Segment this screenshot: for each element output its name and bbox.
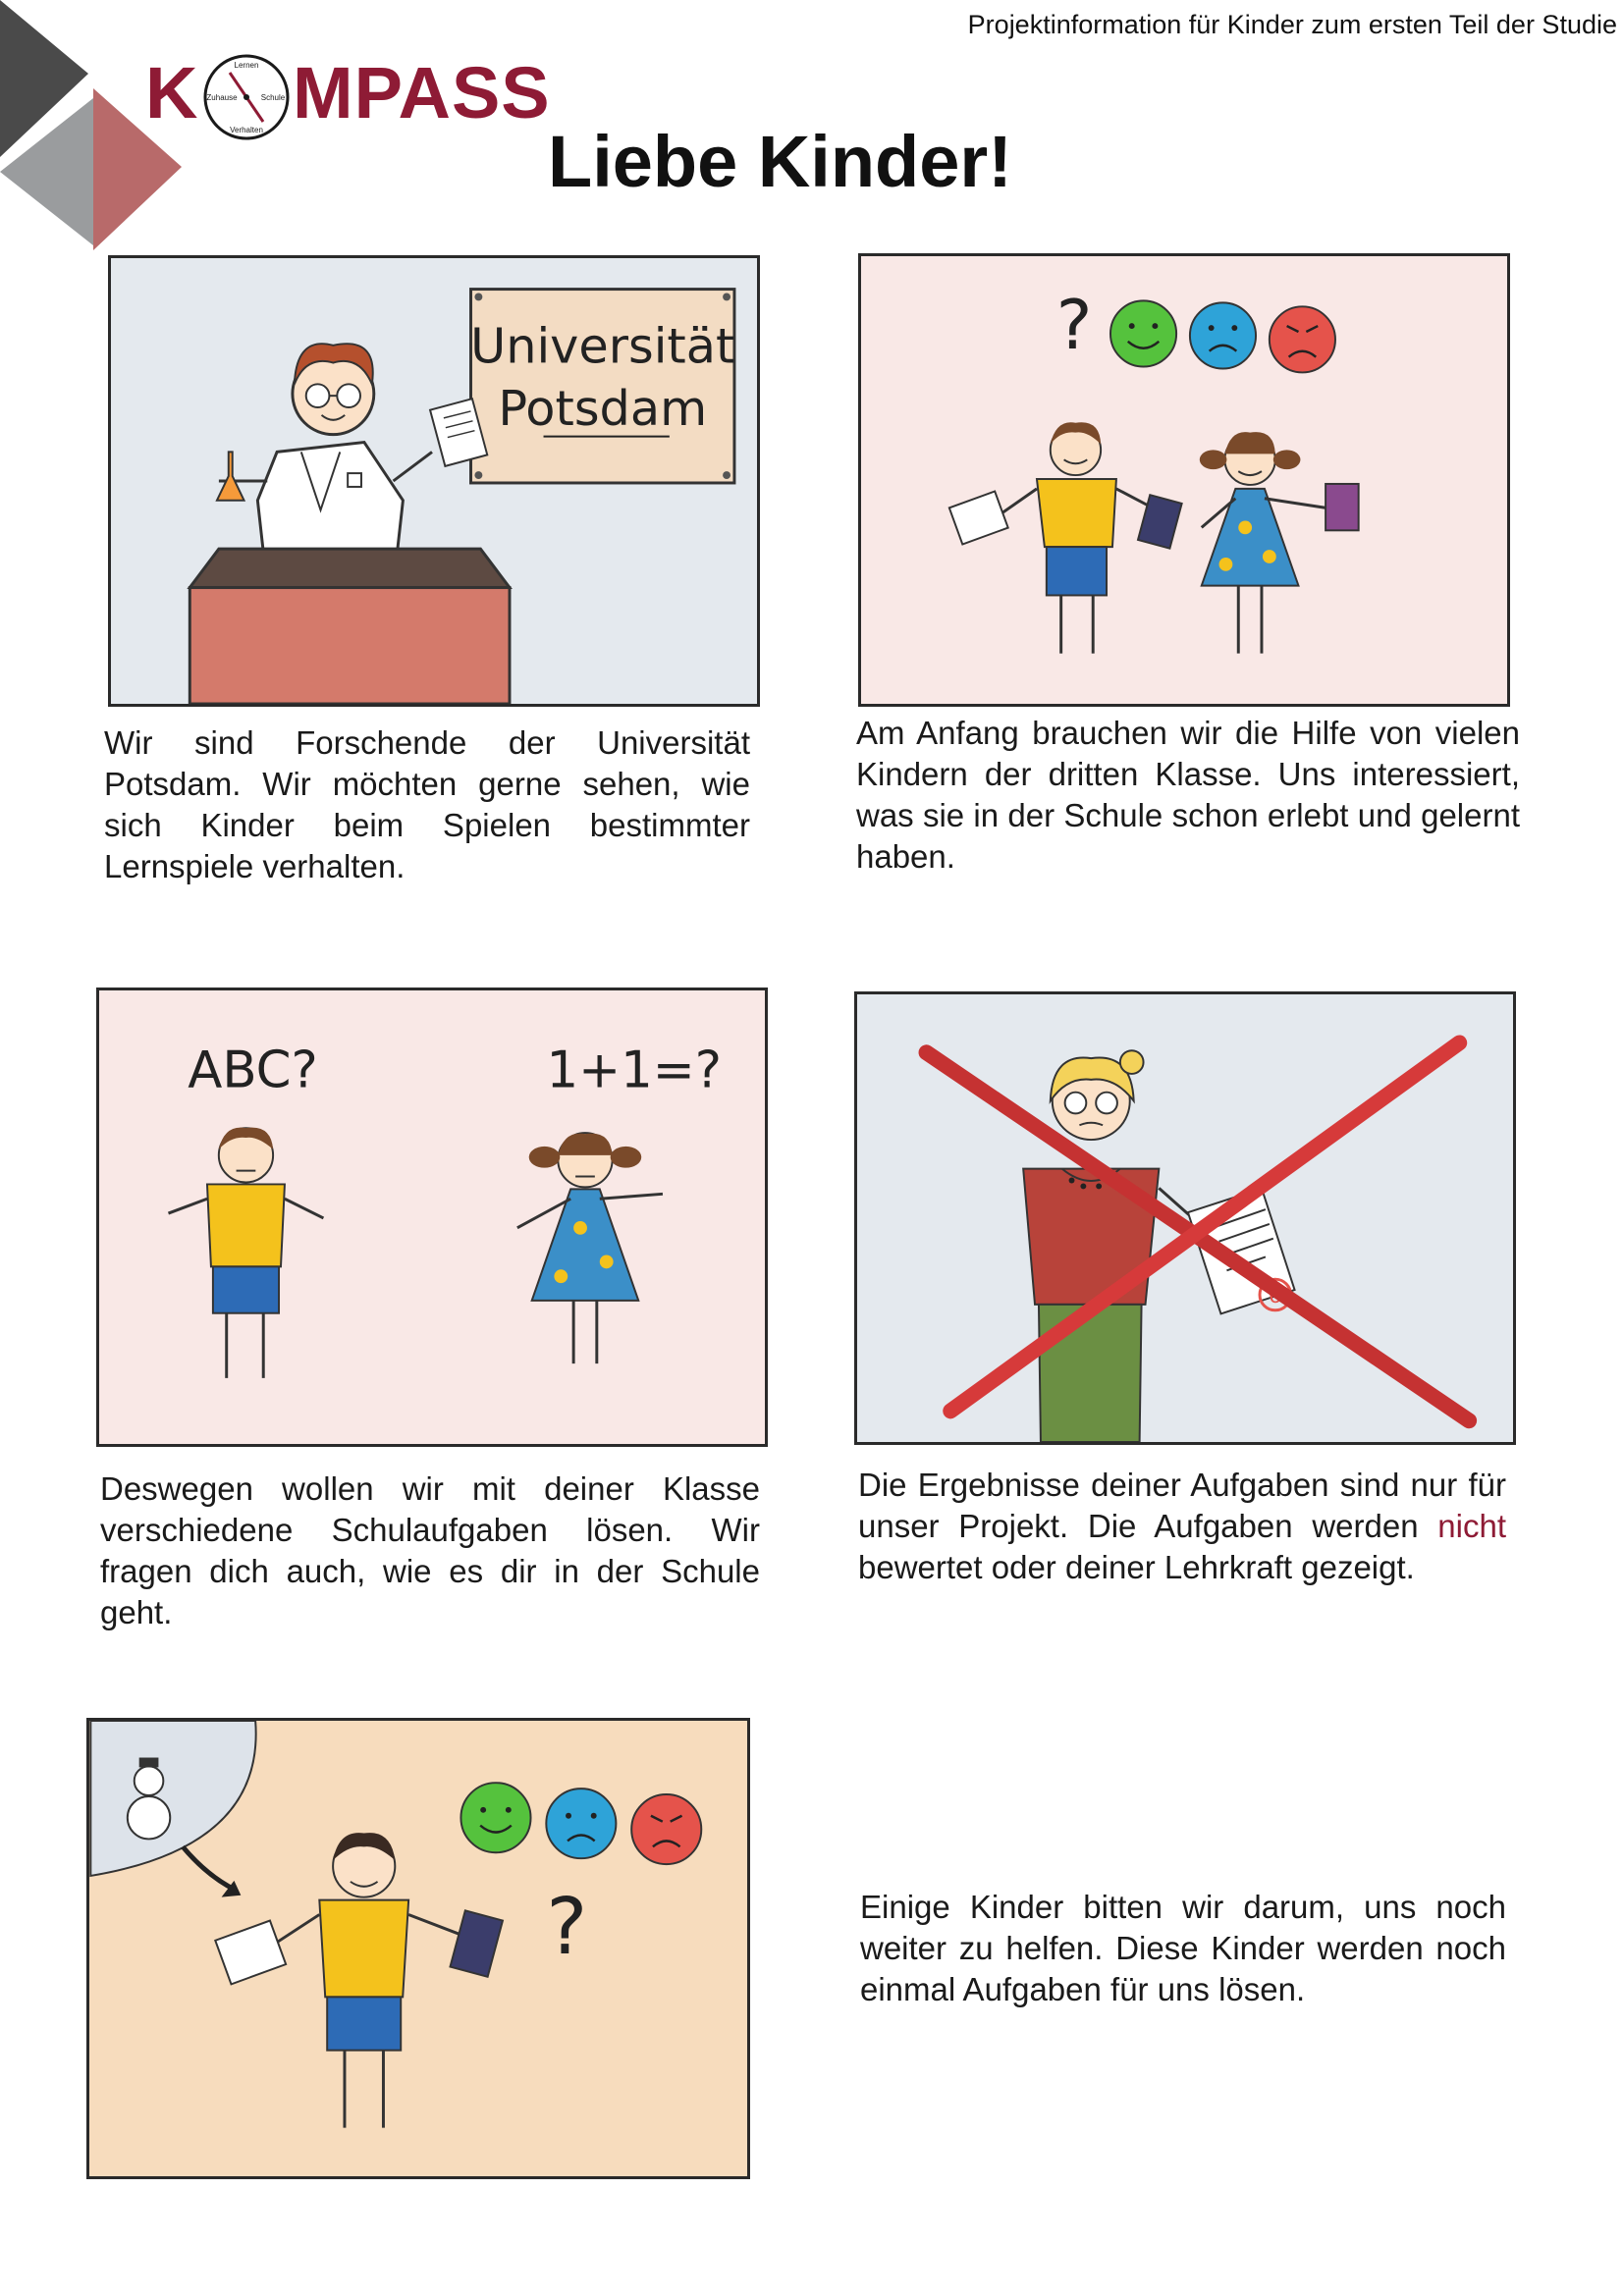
boy-figure [168,1128,323,1378]
purple-book-icon [1325,484,1359,530]
angry-face-icon [1270,306,1335,372]
caption-panel-5: Einige Kinder bitten wir darum, uns noch weiter zu helfen. Diese Kinder werden noch einmal Aufgaben für uns lösen. [860,1889,1506,2007]
document-header-note: Projektinformation für Kinder zum ersten Teil der Studie [967,10,1617,39]
compass-label-right: Schule [260,93,286,102]
follow-up-illustration [89,1721,747,2176]
boy-figure [215,1833,503,2128]
caption-highlight-nicht: nicht [1437,1508,1506,1544]
flask-icon [217,452,244,500]
panel-children-emotions [858,253,1510,707]
logo-letter-k: K [145,52,198,133]
girl-figure [1200,432,1359,654]
panel-researcher [108,255,760,707]
boy-figure [949,422,1182,653]
book-icon [450,1910,502,1976]
angry-face-icon [631,1794,701,1864]
page-title: Liebe Kinder! [548,121,1012,202]
arrow-icon [183,1846,241,1896]
happy-face-icon [1110,300,1176,366]
caption-panel-3: Deswegen wollen wir mit deiner Klasse verschiedene Schulaufgaben lösen. Wir fragen dich auch, wie es dir in der Schule geht. [100,1470,760,1630]
girl-figure [517,1133,663,1363]
cross-out-icon [926,1042,1469,1420]
panel-follow-up [86,1718,750,2179]
question-mark: ? [1055,286,1093,365]
caption-panel-4 [858,1465,1506,1588]
bubble-math: 1+1=? [546,1041,723,1100]
compass-label-left: Zuhause [206,93,238,102]
compass-icon [200,51,293,143]
panel-teacher-crossed [854,991,1516,1445]
compass-label-top: Lernen [234,61,259,70]
abacus-icon [949,492,1008,545]
children-emotions-illustration [861,256,1507,704]
panel-questions [96,988,768,1447]
grade-mark: 6 [1268,1283,1282,1308]
sign-line-2: Potsdam [498,379,708,437]
question-mark: ? [546,1881,588,1972]
caption-panel-1: Wir sind Forschende der Universität Potsdam. Wir möchten gerne sehen, wie sich Kinder beim Spielen bestimmter Lernspiele verhalten. [104,724,750,884]
teacher-illustration [857,994,1513,1442]
kompass-logo [145,47,558,155]
caption-panel-4-end: bewertet oder deiner Lehrkraft gezeigt. [858,1549,1415,1585]
happy-face-icon [460,1783,530,1852]
questions-illustration [99,990,765,1444]
bubble-abc: ABC? [188,1041,318,1100]
logo-text-mpass: MPASS [293,52,551,133]
compass-label-bottom: Verhalten [230,126,263,134]
researcher-illustration [111,258,757,704]
caption-panel-2: Am Anfang brauchen wir die Hilfe von vielen Kindern der dritten Klasse. Uns interessiert, was sie in der Schule schon erlebt und gelernt haben. [856,715,1520,875]
sad-face-icon [546,1789,616,1858]
pin-icon [474,294,482,301]
abacus-icon [215,1921,286,1985]
sign-line-1: Universität [470,317,735,375]
sad-face-icon [1190,302,1256,368]
caption-panel-4-start: Die Ergebnisse deiner Aufgaben sind nur für unser Projekt. Die Aufgaben werden [858,1467,1506,1544]
